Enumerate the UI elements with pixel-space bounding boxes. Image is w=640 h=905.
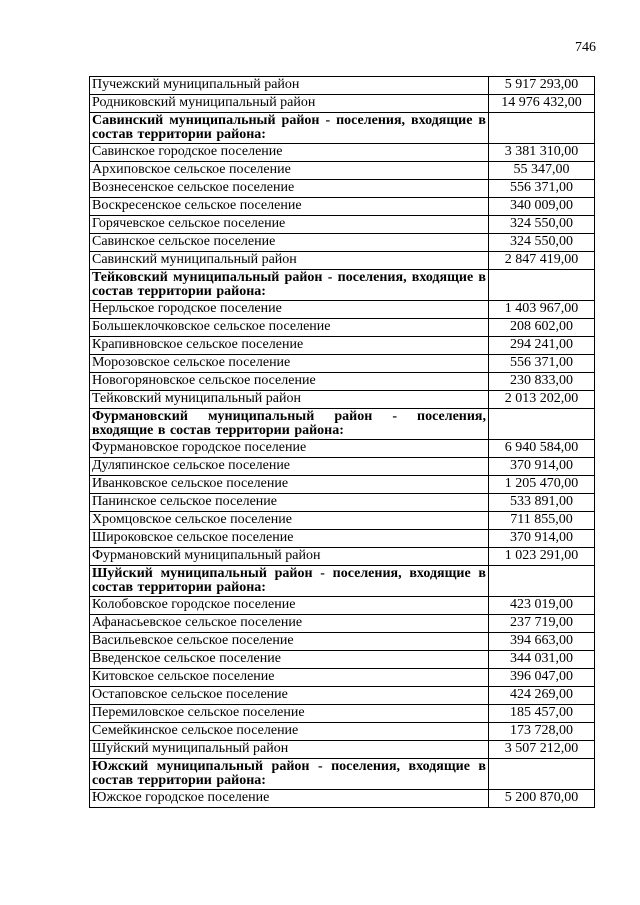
table-row bbox=[90, 180, 595, 198]
amount-cell: 370 914,00 bbox=[489, 530, 595, 548]
amount-cell: 294 241,00 bbox=[489, 337, 595, 355]
section-title: Шуйский муниципальный район - поселения, входящие в состав территории района: bbox=[90, 566, 489, 597]
amount-cell: 370 914,00 bbox=[489, 458, 595, 476]
amount-cell: 1 403 967,00 bbox=[489, 301, 595, 319]
amount-cell: 533 891,00 bbox=[489, 494, 595, 512]
amount-cell: 6 940 584,00 bbox=[489, 440, 595, 458]
entity-name: Хромцовское сельское поселение bbox=[90, 512, 489, 530]
amount-cell: 396 047,00 bbox=[489, 669, 595, 687]
table-row bbox=[90, 512, 595, 530]
distribution-table bbox=[89, 76, 595, 808]
entity-name: Васильевское сельское поселение bbox=[90, 633, 489, 651]
entity-name: Горячевское сельское поселение bbox=[90, 216, 489, 234]
amount-cell: 5 917 293,00 bbox=[489, 77, 595, 95]
table-row bbox=[90, 252, 595, 270]
entity-name: Большеклочковское сельское поселение bbox=[90, 319, 489, 337]
section-header-row bbox=[90, 113, 595, 144]
amount-cell: 324 550,00 bbox=[489, 216, 595, 234]
section-header-row bbox=[90, 270, 595, 301]
table-row bbox=[90, 234, 595, 252]
amount-cell: 424 269,00 bbox=[489, 687, 595, 705]
section-title: Савинский муниципальный район - поселения, входящие в состав территории района: bbox=[90, 113, 489, 144]
entity-name: Шуйский муниципальный район bbox=[90, 741, 489, 759]
amount-cell: 711 855,00 bbox=[489, 512, 595, 530]
amount-cell: 3 381 310,00 bbox=[489, 144, 595, 162]
amount-cell: 5 200 870,00 bbox=[489, 790, 595, 808]
table-row bbox=[90, 440, 595, 458]
amount-cell: 423 019,00 bbox=[489, 597, 595, 615]
entity-name: Афанасьевское сельское поселение bbox=[90, 615, 489, 633]
entity-name: Фурмановское городское поселение bbox=[90, 440, 489, 458]
entity-name: Архиповское сельское поселение bbox=[90, 162, 489, 180]
amount-cell bbox=[489, 566, 595, 597]
table-row bbox=[90, 651, 595, 669]
table-row bbox=[90, 669, 595, 687]
entity-name: Родниковский муниципальный район bbox=[90, 95, 489, 113]
entity-name: Нерльское городское поселение bbox=[90, 301, 489, 319]
table-row bbox=[90, 476, 595, 494]
entity-name: Дуляпинское сельское поселение bbox=[90, 458, 489, 476]
amount-cell: 2 847 419,00 bbox=[489, 252, 595, 270]
entity-name: Широковское сельское поселение bbox=[90, 530, 489, 548]
table-row bbox=[90, 687, 595, 705]
amount-cell: 340 009,00 bbox=[489, 198, 595, 216]
amount-cell: 324 550,00 bbox=[489, 234, 595, 252]
table-row bbox=[90, 198, 595, 216]
amount-cell: 173 728,00 bbox=[489, 723, 595, 741]
amount-cell: 230 833,00 bbox=[489, 373, 595, 391]
section-title: Фурмановский муниципальный район - поселения, входящие в состав территории района: bbox=[90, 409, 489, 440]
table-row bbox=[90, 216, 595, 234]
entity-name: Савинское сельское поселение bbox=[90, 234, 489, 252]
amount-cell: 237 719,00 bbox=[489, 615, 595, 633]
table-row bbox=[90, 705, 595, 723]
table-row bbox=[90, 337, 595, 355]
table-row bbox=[90, 95, 595, 113]
amount-cell bbox=[489, 113, 595, 144]
entity-name: Иванковское сельское поселение bbox=[90, 476, 489, 494]
entity-name: Семейкинское сельское поселение bbox=[90, 723, 489, 741]
amount-cell bbox=[489, 409, 595, 440]
entity-name: Фурмановский муниципальный район bbox=[90, 548, 489, 566]
entity-name: Вознесенское сельское поселение bbox=[90, 180, 489, 198]
amount-cell: 208 602,00 bbox=[489, 319, 595, 337]
entity-name: Введенское сельское поселение bbox=[90, 651, 489, 669]
amount-cell: 55 347,00 bbox=[489, 162, 595, 180]
entity-name: Южское городское поселение bbox=[90, 790, 489, 808]
amount-cell: 14 976 432,00 bbox=[489, 95, 595, 113]
table-row bbox=[90, 319, 595, 337]
table-row bbox=[90, 458, 595, 476]
entity-name: Морозовское сельское поселение bbox=[90, 355, 489, 373]
section-header-row bbox=[90, 409, 595, 440]
table-row bbox=[90, 301, 595, 319]
entity-name: Колобовское городское поселение bbox=[90, 597, 489, 615]
entity-name: Перемиловское сельское поселение bbox=[90, 705, 489, 723]
entity-name: Крапивновское сельское поселение bbox=[90, 337, 489, 355]
entity-name: Новогоряновское сельское поселение bbox=[90, 373, 489, 391]
table-row bbox=[90, 741, 595, 759]
amount-cell: 2 013 202,00 bbox=[489, 391, 595, 409]
amount-cell: 185 457,00 bbox=[489, 705, 595, 723]
table-row bbox=[90, 355, 595, 373]
amount-cell: 556 371,00 bbox=[489, 180, 595, 198]
entity-name: Пучежский муниципальный район bbox=[90, 77, 489, 95]
amount-cell: 394 663,00 bbox=[489, 633, 595, 651]
entity-name: Савинское городское поселение bbox=[90, 144, 489, 162]
page-number: 746 bbox=[575, 40, 596, 55]
table-row bbox=[90, 597, 595, 615]
table-row bbox=[90, 144, 595, 162]
entity-name: Тейковский муниципальный район bbox=[90, 391, 489, 409]
amount-cell: 3 507 212,00 bbox=[489, 741, 595, 759]
section-title: Тейковский муниципальный район - поселения, входящие в состав территории района: bbox=[90, 270, 489, 301]
table-row bbox=[90, 494, 595, 512]
section-header-row bbox=[90, 759, 595, 790]
table-row bbox=[90, 548, 595, 566]
section-title: Южский муниципальный район - поселения, входящие в состав территории района: bbox=[90, 759, 489, 790]
table-row bbox=[90, 723, 595, 741]
table-row bbox=[90, 391, 595, 409]
amount-cell bbox=[489, 759, 595, 790]
amount-cell bbox=[489, 270, 595, 301]
table-row bbox=[90, 530, 595, 548]
amount-cell: 344 031,00 bbox=[489, 651, 595, 669]
table-body bbox=[90, 77, 595, 808]
table-row bbox=[90, 790, 595, 808]
entity-name: Савинский муниципальный район bbox=[90, 252, 489, 270]
amount-cell: 1 205 470,00 bbox=[489, 476, 595, 494]
entity-name: Остаповское сельское поселение bbox=[90, 687, 489, 705]
table-row bbox=[90, 162, 595, 180]
table-row bbox=[90, 633, 595, 651]
amount-cell: 556 371,00 bbox=[489, 355, 595, 373]
table-row bbox=[90, 373, 595, 391]
entity-name: Панинское сельское поселение bbox=[90, 494, 489, 512]
table-row bbox=[90, 615, 595, 633]
table-row bbox=[90, 77, 595, 95]
amount-cell: 1 023 291,00 bbox=[489, 548, 595, 566]
entity-name: Китовское сельское поселение bbox=[90, 669, 489, 687]
entity-name: Воскресенское сельское поселение bbox=[90, 198, 489, 216]
section-header-row bbox=[90, 566, 595, 597]
